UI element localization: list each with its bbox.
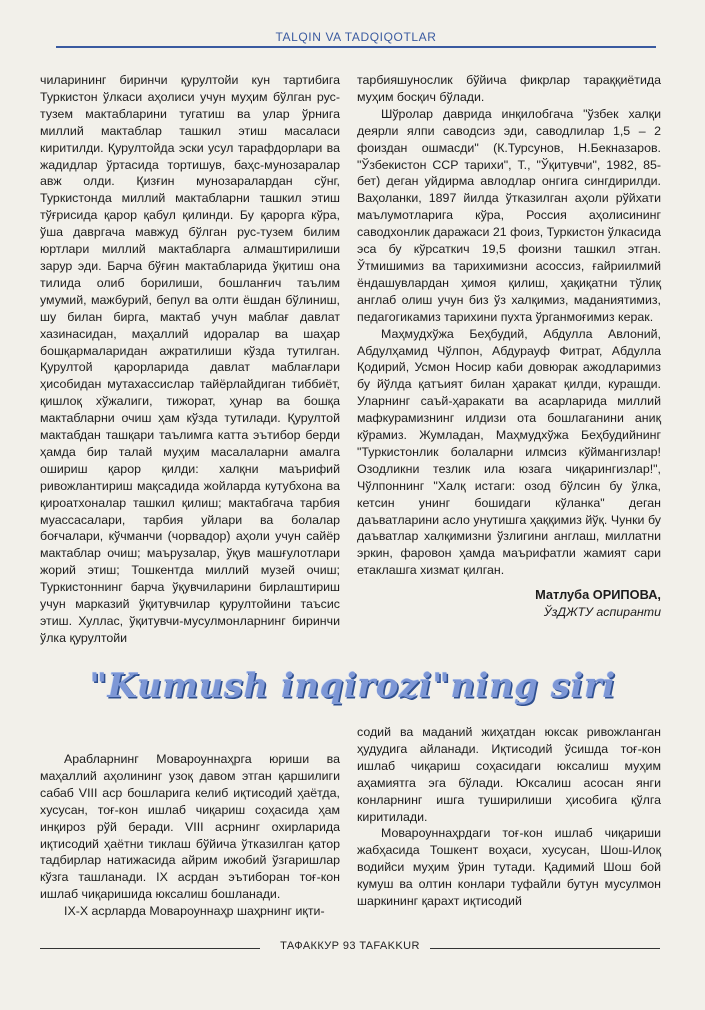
footer-rule-right [430,948,660,949]
article2-left-paragraph: IX-X асрларда Мовароуннаҳр шаҳрнинг иқти- [64,904,325,919]
page-footer [40,940,660,960]
article2-title: "Kumush inqirozi"ning siri [89,666,616,706]
author-signature [357,587,661,621]
section-title: TALQIN VA TADQIQOTLAR [275,30,437,44]
article1-right-paragraph: Шўролар даврида инқилобгача "ўзбек халқи деярли ялпи саводсиз эди, саводлилар 1,5 – 2 фоиздан ошмасди" (К.Турсунов, Н.Бекназаров. "Ўзбекистон ССР тарихи", Т., "Ўқитувчи", 1982, 85-бет) деган уйдирма авлодлар онгига сингдирилди. Ваҳоланки, 1897 йилда ўтказилган аҳоли рўйхати маълумотларига кўра, Россия аҳолисининг саводхонлик даражаси 21 фоиз, Туркистон ўлкасида эса бу кўрсаткич 19,5 фоизни ташкил этган. Ўтмишимиз ва тарихимизни асоссиз, ғайриилмий ёндашувлардан ҳимоя қилиш, ҳақиқатни тўлиқ англаб олиш учун биз ўз халқимиз, маданиятимиз, педагогикамиз тарихини пухта ўрганмоғимиз керак. [357,106,661,324]
article1-left-paragraph: чиларининг биринчи қурултойи кун тартибига Туркистон ўлкаси аҳолиси учун муҳим бўлган рус-тузем мактабларини тугатиш ва улар ўрнига миллий мактаблар ташкил этиш масаласи киритилди. Қурултойда эски усул тарафдорлари ва жадидлар ўртасида тортишув, баҳс-мунозаралар авж олди. Қизғин мунозаралардан сўнг, Туркистонда миллий мактабларни ташкил этиш тўғрисида қарор қабул қилинди. Бу қарорга кўра, ўша давргача мавжуд бўлган рус-тузем билим юртлари миллий мактабларга алмаштирилиши зарур эди. Барча бўғин мактабларида ўқитиш она тилида олиб борилиши, бошланғич таълим умумий, мажбурий, бепул ва олти ёшдан бўлиниш, шу билан бирга, мактаб учун маблағ давлат хазинасидан, маҳаллий идоралар ва шаҳар бошқармаларидан ажратилиши кўзда тутилган. Қурултой қарорларида давлат маблағлари ҳисобидан мутахассислар тайёрлайдиган тиббиёт, қишлоқ хўжалиги, тижорат, ҳунар ва бошқа мактабларни очиш ҳам кўзда тутилади. Қурултой мактабдан ташқари таълимга катта эътибор берди ҳамда бир талай муҳим масалаларни амалга ошириш қарор қилди: халқни маърифий ривожлантириш мақсадида жойларда кутубхона ва қироатхоналар ташкил қилиш; мактабгача тарбия муассасалари, тарбия уйлари ва болалар боғчалари, кўчманчи (чорвадор) аҳоли учун сайёр мактаблар очиш; маърузалар, ўқув машғулотлари жорий этиш; Тошкентда миллий музей очиш; Туркистоннинг барча ўқувчиларини бирлаштириш учун марказий ўқитувчилар қурултойини таъсис этиш. Хуллас, ўқитувчи-мусулмонларнинг биринчи ўлка қурултойи [40,73,340,645]
article1-right-paragraph: тарбияшунослик бўйича фикрлар тараққиётида муҳим босқич бўлади. [357,73,661,104]
article1-right-paragraph: Маҳмудхўжа Беҳбудий, Абдулла Авлоний, Абдулҳамид Чўлпон, Абдурауф Фитрат, Абдулла Қодирий, Усмон Носир каби довюрак ажодларимиз бу йўлда қатъият билан ҳаракат қилди, курашди. Уларнинг саъй-ҳаракати ва асарларида миллий мафкурамизнинг илдизи ота бошлаганини аниқ кўрамиз. Жумладан, Маҳмудхўжа Беҳбудийнинг "Туркистонлик болаларни илмсиз кўймангизлар! Озодликни тезлик ила юзага чиқарингизлар!", Чўлпоннинг "Халқ истаги: озод бўлсин бу ўлка, кетсин унинг бошидаги кўланка" деган даъватларини асло унутишга ҳаққимиз йўқ. Чунки бу даъватлар халқимизни ўзлигини англаш, миллатни эркин, фаровон ҳамда маърифатли жамият сари етаклашга хизмат қилган. [357,326,661,578]
footer-page-label: ТАФАККУР 93 TAFAKKUR [280,940,420,952]
header-rule [56,46,656,48]
article1-right-column [357,72,661,621]
author-name: Матлуба ОРИПОВА, [535,587,661,603]
article2-right-paragraph: содий ва маданий жиҳатдан юксак ривожланган ҳудудига айланади. Иқтисодий ўсишда тоғ-кон ишлаб чиқариш соҳасидаги юксалиш муҳим аҳамиятга эга бўлади. Юксалиш асосан янги конларнинг ишга туширилиши ҳисобига қўлга киритилади. [357,725,661,824]
article2-right-column [357,724,661,910]
page-header [56,30,656,54]
article2-left-paragraph: Арабларнинг Мовароуннаҳрга юриши ва маҳаллий аҳолининг узоқ давом этган қаршилиги сабаб VIII аср бошларига келиб иқтисодий ҳаётда, хусусан, тоғ-кон ишлаб чиқариш соҳасида ҳам инқироз рўй беради. VIII асрнинг охирларида иқтисодий ҳаётни тиклаш бўйича ўтказилган қатор тадбирлар натижасида айрим ижобий ўзгаришлар кўзга ташланади. IX асрдан эътиборан тоғ-кон ишлаб чиқаришида юксалиш бошланади. [40,752,340,902]
article2-left-column [40,751,340,920]
article2-right-paragraph: Мовароуннаҳрдаги тоғ-кон ишлаб чиқариши жабҳасида Тошкент воҳаси, хусусан, Шош-Илоқ водийси муҳим ўрин тутади. Қадимий Шош бой кумуш ва олтин конлари туфайли бутун мусулмон шаркининг қарахт иқтисодий [357,826,661,909]
article1-left-column [40,72,340,647]
author-title: ЎзДЖТУ аспиранти [543,605,661,620]
